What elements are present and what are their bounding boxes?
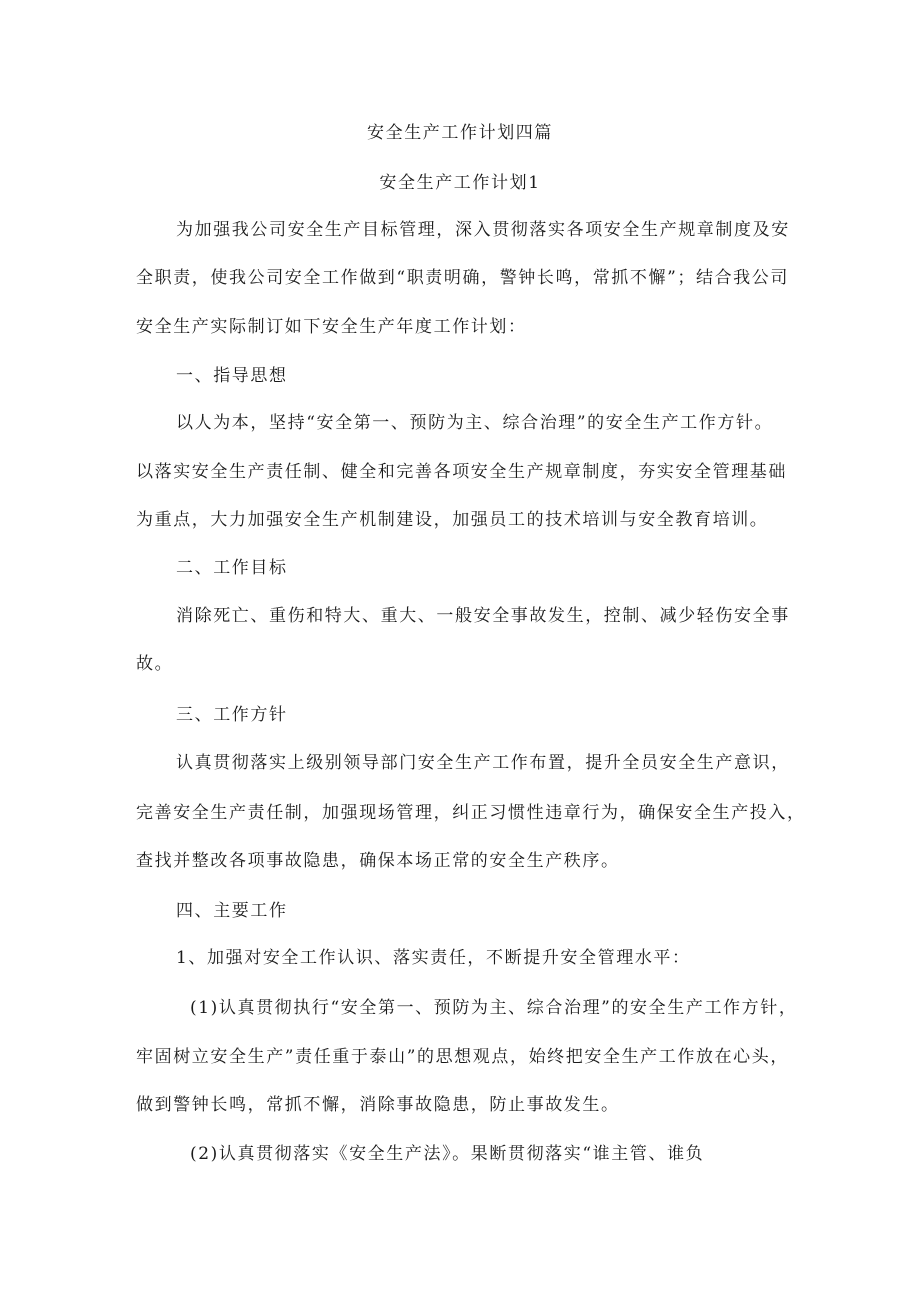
section1-line-1: 以人为本，坚持“安全第一、预防为主、综合治理”的安全生产工作方针。 xyxy=(176,413,774,433)
intro-line-1: 为加强我公司安全生产目标管理，深入贯彻落实各项安全生产规章制度及安 xyxy=(176,220,790,240)
intro-line-3: 安全生产实际制订如下安全生产年度工作计划： xyxy=(136,317,527,337)
document-title: 安全生产工作计划四篇 xyxy=(367,123,553,143)
section4-sub1-line-1: (1)认真贯彻执行“安全第一、预防为主、综合治理”的安全生产工作方针， xyxy=(190,998,798,1018)
intro-line-2: 全职责，使我公司安全工作做到“职责明确，警钟长鸣，常抓不懈”；结合我公司 xyxy=(136,268,789,288)
section1-heading: 一、指导思想 xyxy=(176,366,288,386)
section4-sub1-line-3: 做到警钟长鸣，常抓不懈，消除事故隐患，防止事故发生。 xyxy=(136,1095,620,1115)
section4-sub2-line-1: (2)认真贯彻落实《安全生产法》。果断贯彻落实“谁主管、谁负 xyxy=(190,1144,705,1164)
section4-item1: 1、加强对安全工作认识、落实责任，不断提升安全管理水平： xyxy=(176,948,691,968)
section3-line-3: 查找并整改各项事故隐患，确保本场正常的安全生产秩序。 xyxy=(136,851,620,871)
section1-line-2: 以落实安全生产责任制、健全和完善各项安全生产规章制度，夯实安全管理基础 xyxy=(136,462,787,482)
section4-heading: 四、主要工作 xyxy=(176,901,288,921)
section3-line-2: 完善安全生产责任制，加强现场管理，纠正习惯性违章行为，确保安全生产投入， xyxy=(136,803,806,823)
section2-line-2: 故。 xyxy=(136,654,174,674)
section1-line-3: 为重点，大力加强安全生产机制建设，加强员工的技术培训与安全教育培训。 xyxy=(136,510,769,530)
section2-line-1: 消除死亡、重伤和特大、重大、一般安全事故发生，控制、减少轻伤安全事 xyxy=(176,606,790,626)
document-subtitle: 安全生产工作计划1 xyxy=(379,173,541,193)
section3-heading: 三、工作方针 xyxy=(176,705,288,725)
section3-line-1: 认真贯彻落实上级别领导部门安全生产工作布置，提升全员安全生产意识， xyxy=(176,753,790,773)
section4-sub1-line-2: 牢固树立安全生产”责任重于泰山”的思想观点，始终把安全生产工作放在心头， xyxy=(136,1047,789,1067)
section2-heading: 二、工作目标 xyxy=(176,558,288,578)
